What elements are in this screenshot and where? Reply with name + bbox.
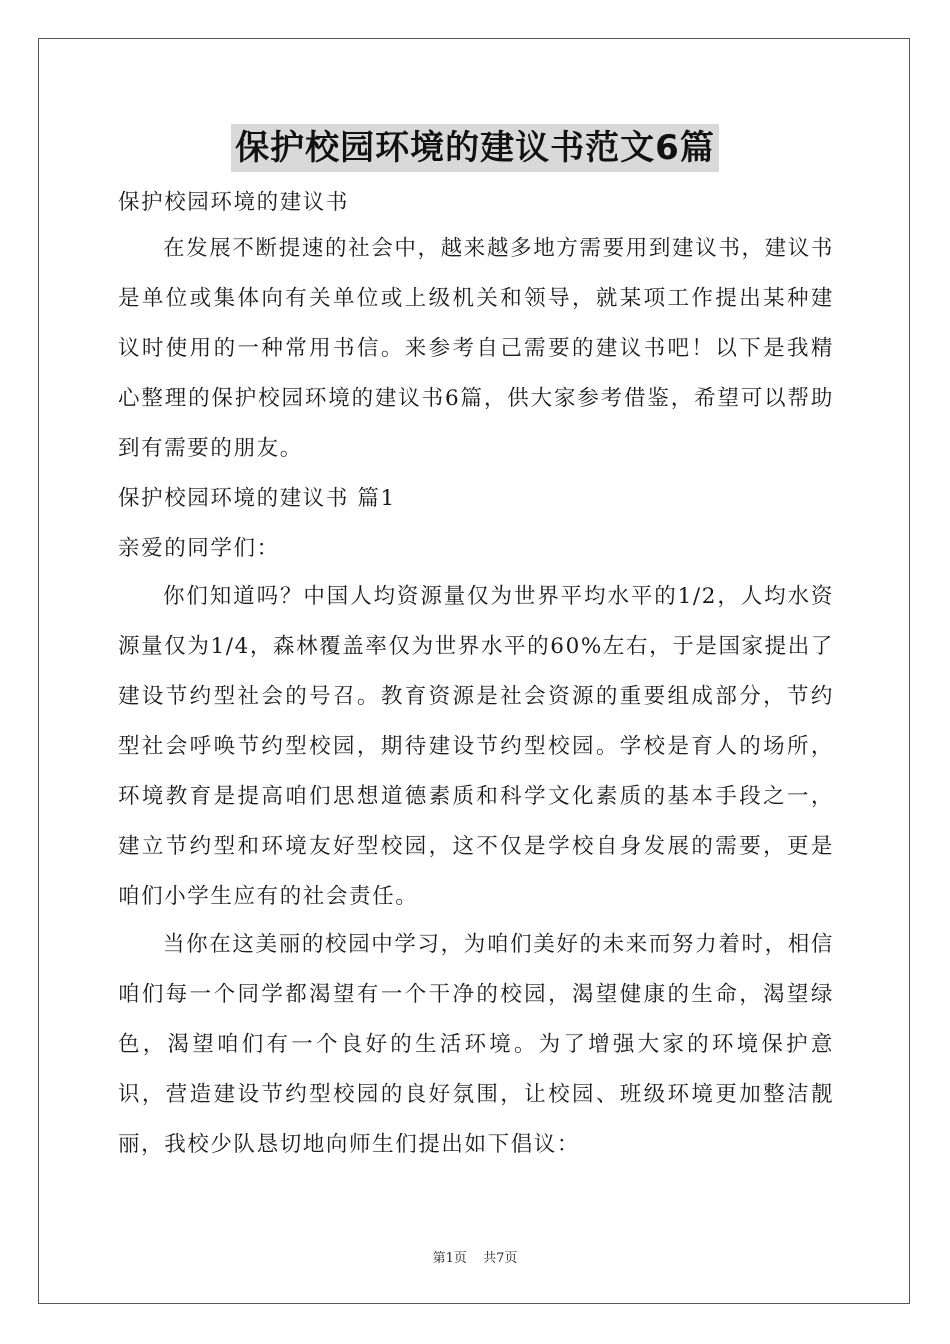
page-number-total: 共7页 — [483, 1251, 518, 1266]
body-paragraph-1: 你们知道吗？中国人均资源量仅为世界平均水平的1/2，人均水资源量仅为1/4，森林覆盖率仅为世界水平的60%左右，于是国家提出了建设节约型社会的号召。教育资源是社会资源的重要组成部分，节约型社会呼唤节约型校园，期待建设节约型校园。学校是育人的场所，环境教育是提高咱们思想道德素质和科学文化素质的基本手段之一，建立节约型和环境友好型校园，这不仅是学校自身发展的需要，更是咱们小学生应有的社会责任。 — [118, 584, 834, 909]
document-title: 保护校园环境的建议书范文6篇 — [231, 124, 719, 172]
section-heading: 保护校园环境的建议书 篇1 — [118, 486, 396, 511]
document-subtitle: 保护校园环境的建议书 — [118, 190, 350, 215]
page-number-current: 第1页 — [432, 1251, 467, 1266]
intro-paragraph: 在发展不断提速的社会中，越来越多地方需要用到建议书，建议书是单位或集体向有关单位或上级机关和领导，就某项工作提出某种建议时使用的一种常用书信。来参考自己需要的建议书吧！以下是我精心整理的保护校园环境的建议书6篇，供大家参考借鉴，希望可以帮助到有需要的朋友。 — [118, 236, 834, 461]
title-container — [0, 124, 950, 172]
page-footer — [0, 1247, 950, 1266]
body-paragraph-2: 当你在这美丽的校园中学习，为咱们美好的未来而努力着时，相信咱们每一个同学都渴望有一个干净的校园，渴望健康的生命，渴望绿色，渴望咱们有一个良好的生活环境。为了增强大家的环境保护意识，营造建设节约型校园的良好氛围，让校园、班级环境更加整洁靓丽，我校少队恳切地向师生们提出如下倡议： — [118, 932, 834, 1157]
salutation: 亲爱的同学们： — [118, 536, 280, 561]
